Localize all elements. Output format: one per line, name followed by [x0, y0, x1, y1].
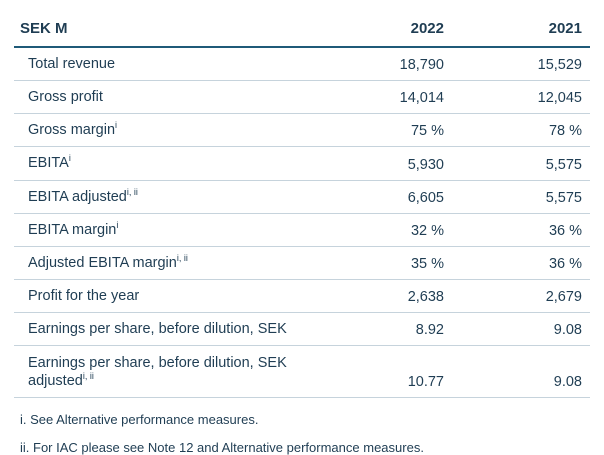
- table-body: [14, 47, 590, 398]
- row-label-text: Adjusted EBITA margin: [28, 254, 177, 271]
- cell-2021: 36 %: [452, 246, 590, 279]
- row-label-text: EBITA margin: [28, 221, 117, 238]
- cell-2021: 5,575: [452, 147, 590, 180]
- row-label-text: Profit for the year: [28, 287, 140, 304]
- cell-2022: 18,790: [314, 47, 452, 81]
- footnote-i: i. See Alternative performance measures.: [20, 412, 259, 428]
- row-label: [14, 313, 314, 346]
- table-header-row: [14, 16, 590, 47]
- row-label-text: Total revenue: [28, 56, 116, 72]
- cell-2021: 5,575: [452, 180, 590, 213]
- cell-2022: 5,930: [314, 147, 452, 180]
- row-label-text: EBITA adjusted: [28, 188, 127, 205]
- row-label-text: Gross profit: [28, 89, 103, 106]
- row-label: [14, 246, 314, 279]
- column-header-2021: 2021: [452, 16, 590, 47]
- footnote-ii: ii. For IAC please see Note 12 and Alternative performance measures.: [20, 440, 424, 455]
- row-label: [14, 213, 314, 246]
- row-label-text: Earnings per share, before dilution, SEK: [28, 321, 287, 337]
- cell-2021: 9.08: [452, 346, 590, 398]
- cell-2021: 15,529: [452, 47, 590, 81]
- table-row: [14, 279, 590, 312]
- table-row: [14, 147, 590, 180]
- cell-2021: 2,679: [452, 279, 590, 312]
- table-row: [14, 246, 590, 279]
- cell-2021: 9.08: [452, 313, 590, 346]
- cell-2021: 36 %: [452, 213, 590, 246]
- row-label: [14, 81, 314, 114]
- row-label-footnote-marker: i, ii: [126, 186, 138, 197]
- table-row: [14, 81, 590, 114]
- row-label-footnote-marker: i: [68, 153, 71, 164]
- cell-2022: 10.77: [314, 346, 452, 398]
- cell-2022: 32 %: [314, 213, 452, 246]
- footnotes: [0, 398, 604, 455]
- row-label: [14, 114, 314, 147]
- column-header-label: SEK M: [14, 16, 314, 47]
- row-label-footnote-marker: i, ii: [176, 252, 188, 263]
- row-label-footnote-marker: i, ii: [82, 371, 94, 382]
- row-label: [14, 180, 314, 213]
- row-label: [14, 279, 314, 312]
- row-label: [14, 147, 314, 180]
- row-label: [14, 346, 314, 398]
- table-row: [14, 47, 590, 81]
- table-row: [14, 213, 590, 246]
- row-label-text: EBITA: [28, 155, 69, 172]
- table-header: [14, 16, 590, 47]
- row-label-text: Gross margin: [28, 122, 116, 139]
- cell-2022: 6,605: [314, 180, 452, 213]
- cell-2022: 35 %: [314, 246, 452, 279]
- cell-2022: 8.92: [314, 313, 452, 346]
- table-row: [14, 180, 590, 213]
- cell-2021: 12,045: [452, 81, 590, 114]
- column-header-2022: 2022: [314, 16, 452, 47]
- row-label: [14, 47, 314, 81]
- row-label-text: Earnings per share, before dilution, SEK adjusted: [28, 355, 287, 390]
- cell-2022: 2,638: [314, 279, 452, 312]
- cell-2022: 75 %: [314, 114, 452, 147]
- row-label-footnote-marker: i: [116, 219, 119, 230]
- financial-summary-table: [14, 16, 590, 398]
- table-row: [14, 346, 590, 398]
- cell-2022: 14,014: [314, 81, 452, 114]
- table-row: [14, 313, 590, 346]
- cell-2021: 78 %: [452, 114, 590, 147]
- table-row: [14, 114, 590, 147]
- row-label-footnote-marker: i: [115, 120, 118, 131]
